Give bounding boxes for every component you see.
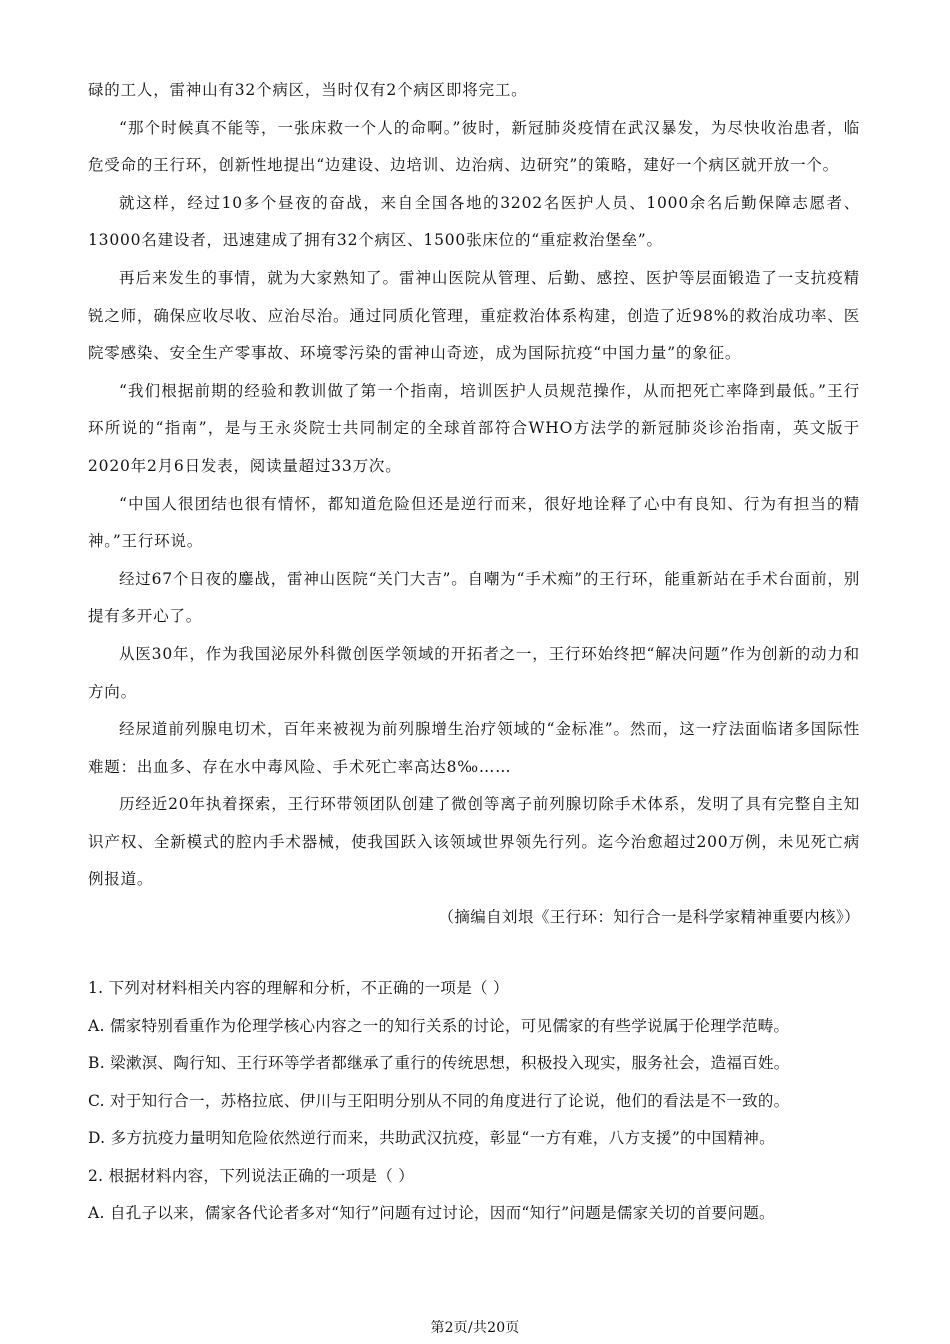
paragraph-6: 经过67个日夜的鏖战，雷神山医院“关门大吉”。自嘲为“手术痴”的王行环，能重新站在手术台面前，别提有多开心了。 (88, 569, 860, 626)
paragraph-0: 碌的工人，雷神山有32个病区，当时仅有2个病区即将完工。 (88, 81, 528, 99)
paragraph-8: 经尿道前列腺电切术，百年来被视为前列腺增生治疗领域的“金标准”。然而，这一疗法面临诸多国际性难题：出血多、存在水中毒风险、手术死亡率高达8‰…… (88, 720, 860, 776)
question-2-option-a: A. 自孔子以来，儒家各代论者多对“知行”问题有过讨论，因而“知行”问题是儒家关切的首要问题。 (88, 1204, 775, 1222)
questions-section (88, 970, 868, 1233)
paragraph-9: 历经近20年执着探索，王行环带领团队创建了微创等离子前列腺切除手术体系，发明了具有完整自主知识产权、全新模式的腔内手术器械，使我国跃入该领域世界领先行列。迄今治愈超过200万例，未见死亡病例报道。 (88, 795, 860, 889)
question-1-option-a: A. 儒家特别看重作为伦理学核心内容之一的知行关系的讨论，可见儒家的有些学说属于伦理学范畴。 (88, 1016, 790, 1035)
paragraph-5: “中国人很团结也很有情怀，都知道危险但还是逆行而来，很好地诠释了心中有良知、行为有担当的精神。”王行环说。 (88, 494, 860, 551)
paragraph-7: 从医30年，作为我国泌尿外科微创医学领域的开拓者之一，王行环始终把“解决问题”作为创新的动力和方向。 (88, 644, 860, 701)
paragraph-1: “那个时候真不能等，一张床救一个人的命啊。”彼时，新冠肺炎疫情在武汉暴发，为尽快收治患者，临危受命的王行环，创新性地提出“边建设、边培训、边治病、边研究”的策略，建好一个病区就开放一个。 (88, 118, 860, 175)
paragraph-3: 再后来发生的事情，就为大家熟知了。雷神山医院从管理、后勤、感控、医护等层面锻造了一支抗疫精锐之师，确保应收尽收、应治尽治。通过同质化管理，重症救治体系构建，创造了近98%的救治成功率、医院零感染、安全生产零事故、环境零污染的雷神山奇迹，成为国际抗疫“中国力量”的象征。 (88, 268, 860, 363)
question-1-option-d: D. 多方抗疫力量明知危险依然逆行而来，共助武汉抗疫，彰显“一方有难，八方支援”的中国精神。 (88, 1129, 775, 1147)
paragraph-2: 就这样，经过10多个昼夜的奋战，来自全国各地的3202名医护人员、1000余名后勤保障志愿者、13000名建设者，迅速建成了拥有32个病区、1500张床位的“重症救治堡垒”。 (88, 193, 860, 250)
question-2-stem: 2. 根据材料内容，下列说法正确的一项是（ ） (88, 1166, 415, 1185)
article-source: （摘编自刘垠《王行环：知行合一是科学家精神重要内核》） (438, 908, 860, 927)
question-1-stem: 1. 下列对材料相关内容的理解和分析，不正确的一项是（ ） (88, 979, 509, 997)
article-body (88, 72, 860, 937)
question-1-option-c: C. 对于知行合一，苏格拉底、伊川与王阳明分别从不同的角度进行了论说，他们的看法是不一致的。 (88, 1091, 790, 1110)
paragraph-4: “我们根据前期的经验和教训做了第一个指南，培训医护人员规范操作，从而把死亡率降到最低。”王行环所说的“指南”，是与王永炎院士共同制定的全球首部符合WHO方法学的新冠肺炎诊治指南，英文版于2020年2月6日发表，阅读量超过33万次。 (88, 381, 860, 475)
question-1-option-b: B. 梁漱溟、陶行知、王行环等学者都继承了重行的传统思想，积极投入现实，服务社会，造福百姓。 (88, 1054, 790, 1072)
page-number-footer: 第2页/共20页 (430, 1320, 520, 1336)
